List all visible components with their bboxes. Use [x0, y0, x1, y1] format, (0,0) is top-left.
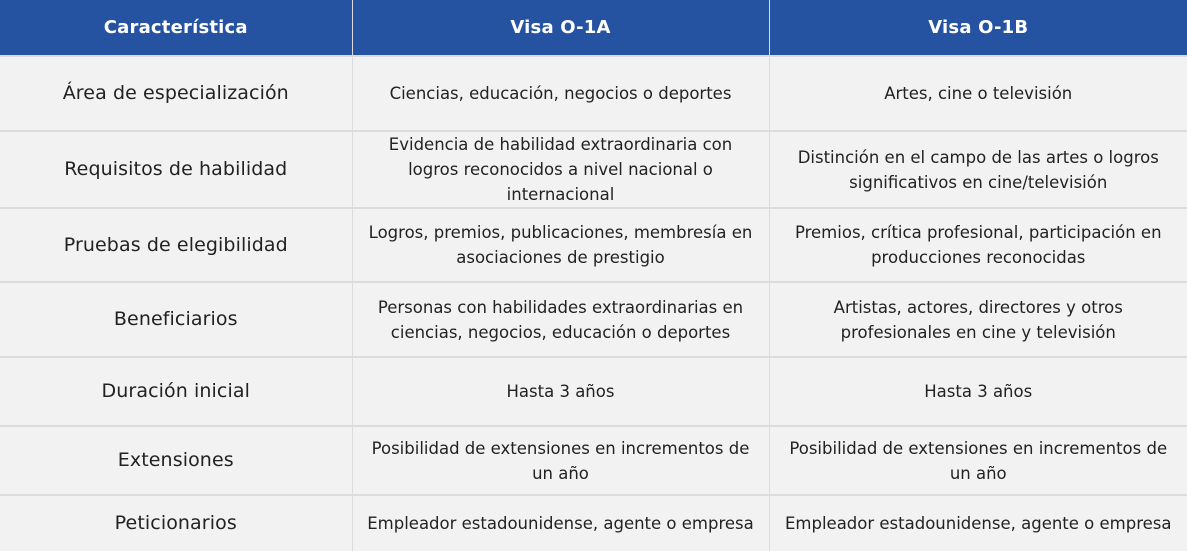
feature-cell: Extensiones: [0, 426, 352, 495]
feature-cell: Requisitos de habilidad: [0, 131, 352, 208]
o1b-cell: Distinción en el campo de las artes o logros significativos en cine/televisión: [769, 131, 1187, 208]
o1b-cell: Artes, cine o televisión: [769, 56, 1187, 131]
feature-cell: Peticionarios: [0, 495, 352, 551]
table-header: [0, 0, 1187, 56]
o1b-cell: Posibilidad de extensiones en incrementos de un año: [769, 426, 1187, 495]
feature-cell: Duración inicial: [0, 357, 352, 426]
o1a-cell: Logros, premios, publicaciones, membresía en asociaciones de prestigio: [352, 208, 769, 282]
o1a-cell: Posibilidad de extensiones en incrementos de un año: [352, 426, 769, 495]
table-row: [0, 357, 1187, 426]
o1a-cell: Ciencias, educación, negocios o deportes: [352, 56, 769, 131]
o1b-cell: Hasta 3 años: [769, 357, 1187, 426]
o1b-cell: Artistas, actores, directores y otros profesionales en cine y televisión: [769, 282, 1187, 357]
feature-cell: Beneficiarios: [0, 282, 352, 357]
table-row: [0, 131, 1187, 208]
table-row: [0, 208, 1187, 282]
header-visa-o1a: Visa O-1A: [352, 0, 769, 56]
o1a-cell: Empleador estadounidense, agente o empresa: [352, 495, 769, 551]
table-row: [0, 282, 1187, 357]
o1a-cell: Hasta 3 años: [352, 357, 769, 426]
table-body: [0, 56, 1187, 551]
table-row: [0, 426, 1187, 495]
header-row: [0, 0, 1187, 56]
o1b-cell: Premios, crítica profesional, participación en producciones reconocidas: [769, 208, 1187, 282]
table-row: [0, 56, 1187, 131]
o1b-cell: Empleador estadounidense, agente o empresa: [769, 495, 1187, 551]
o1a-cell: Evidencia de habilidad extraordinaria con logros reconocidos a nivel nacional o internacional: [352, 131, 769, 208]
o1a-cell: Personas con habilidades extraordinarias en ciencias, negocios, educación o deportes: [352, 282, 769, 357]
header-visa-o1b: Visa O-1B: [769, 0, 1187, 56]
feature-cell: Pruebas de elegibilidad: [0, 208, 352, 282]
feature-cell: Área de especialización: [0, 56, 352, 131]
header-caracteristica: Característica: [0, 0, 352, 56]
table-row: [0, 495, 1187, 551]
